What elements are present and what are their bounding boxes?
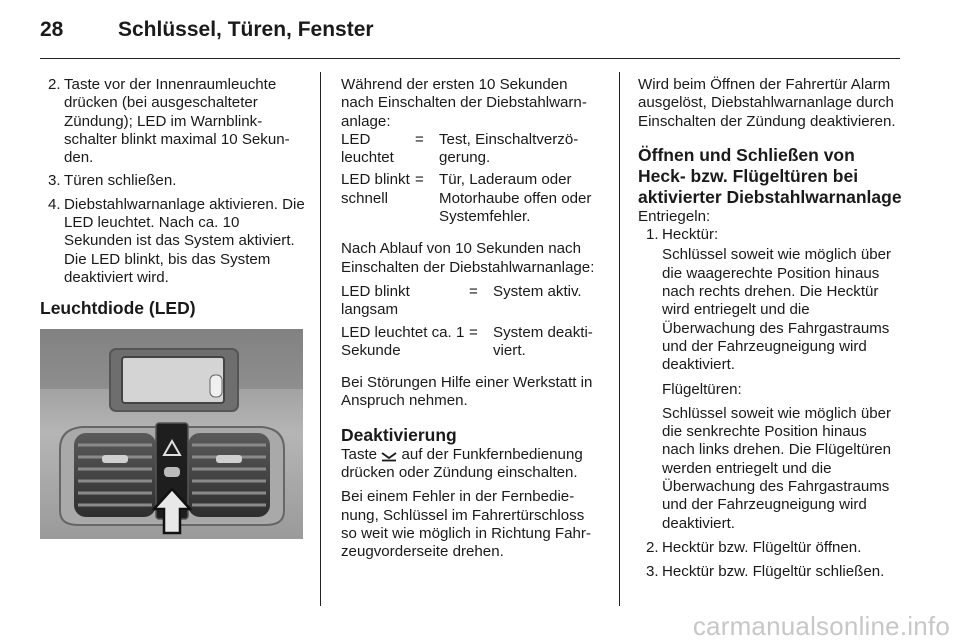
steps-list <box>40 76 306 287</box>
section-heading-led: Leuchtdiode (LED) <box>40 298 196 319</box>
deactivation-text: Taste auf der Funkfernbedienung drücken oder Zündung einschalten. <box>341 445 583 482</box>
column-3 <box>638 76 902 582</box>
table-row: LED blinkt langsam = System aktiv. <box>341 282 582 319</box>
unlock-button-icon <box>381 450 397 462</box>
led-table-first-10s <box>341 131 603 226</box>
table-row: LED leuchtet = Test, Einschaltverzögerung. <box>341 130 579 167</box>
page-title: Schlüssel, Türen, Fenster <box>118 18 374 41</box>
list-item: 3. Hecktür bzw. Flügeltür schließen. <box>646 563 885 581</box>
column-1 <box>40 76 306 319</box>
page-number: 28 <box>40 18 64 41</box>
dashboard-led-photo <box>40 329 303 539</box>
table-row: LED blinkt schnell = Tür, Laderaum oder Motorhaube offen oder Systemfehler. <box>341 171 592 226</box>
unlock-label: Entriegeln: <box>638 207 711 225</box>
list-item: 2. Hecktür bzw. Flügeltür öffnen. <box>646 538 862 556</box>
header-divider <box>40 58 900 59</box>
watermark: carmanualsonline.info <box>692 611 950 641</box>
list-item: 1. Hecktür: Schlüssel soweit wie möglich über die waagerechte Position hinaus nach rechts drehen. Die Hecktür wird entriegelt und die Überwachung des Fahrgastraums und der Fahrzeugneigung wird deaktiviert. Flügeltüren: Schlüssel soweit wie möglich über die senkrechte Position hinaus nach links drehen. Die Flügeltüren werden entriegelt und die Überwachung des Fahrgastraums und der Fahrzeugneigung wird deaktiviert. <box>646 226 892 532</box>
section-heading-doors: Öffnen und Schließen von Heck- bzw. Flügeltüren bei aktivierter Diebstahlwarnanlage <box>638 144 902 207</box>
column-2 <box>341 76 603 562</box>
list-item: 4. Diebstahlwarnanlage aktivieren. Die LED leuchtet. Nach ca. 10 Sekunden ist das System aktiviert. Die LED blinkt, bis das System deaktiviert wird. <box>48 195 305 286</box>
list-item: 2. Taste vor der Innenraumleuchte drücken (bei ausgeschalteter Zündung); LED im Warnblinkschalter blinkt maximal 10 Sekunden. <box>48 76 290 167</box>
list-item: 3. Türen schließen. <box>48 172 177 190</box>
malfunction-text: Bei Störungen Hilfe einer Werkstatt in Anspruch nehmen. <box>341 374 593 410</box>
after-10s-text: Nach Ablauf von 10 Sekunden nach Einschalten der Diebstahlwarnanlage: <box>341 240 595 276</box>
alarm-text: Wird beim Öffnen der Fahrertür Alarm ausgelöst, Diebstahlwarnanlage durch Einschalten der Zündung deaktivieren. <box>638 76 896 130</box>
column-divider-1 <box>320 72 321 606</box>
led-table-after-10s <box>341 283 603 360</box>
column-divider-2 <box>619 72 620 606</box>
intro-text: Während der ersten 10 Sekunden nach Einschalten der Diebstahlwarnanlage: <box>341 76 587 130</box>
fault-text: Bei einem Fehler in der Fernbedienung, Schlüssel im Fahrertürschloss so weit wie möglich in Richtung Fahrzeugvorderseite drehen. <box>341 488 591 561</box>
section-heading-deactivation: Deaktivierung <box>341 424 457 445</box>
table-row: LED leuchtet ca. 1 Sekunde = System deaktiviert. <box>341 323 593 359</box>
